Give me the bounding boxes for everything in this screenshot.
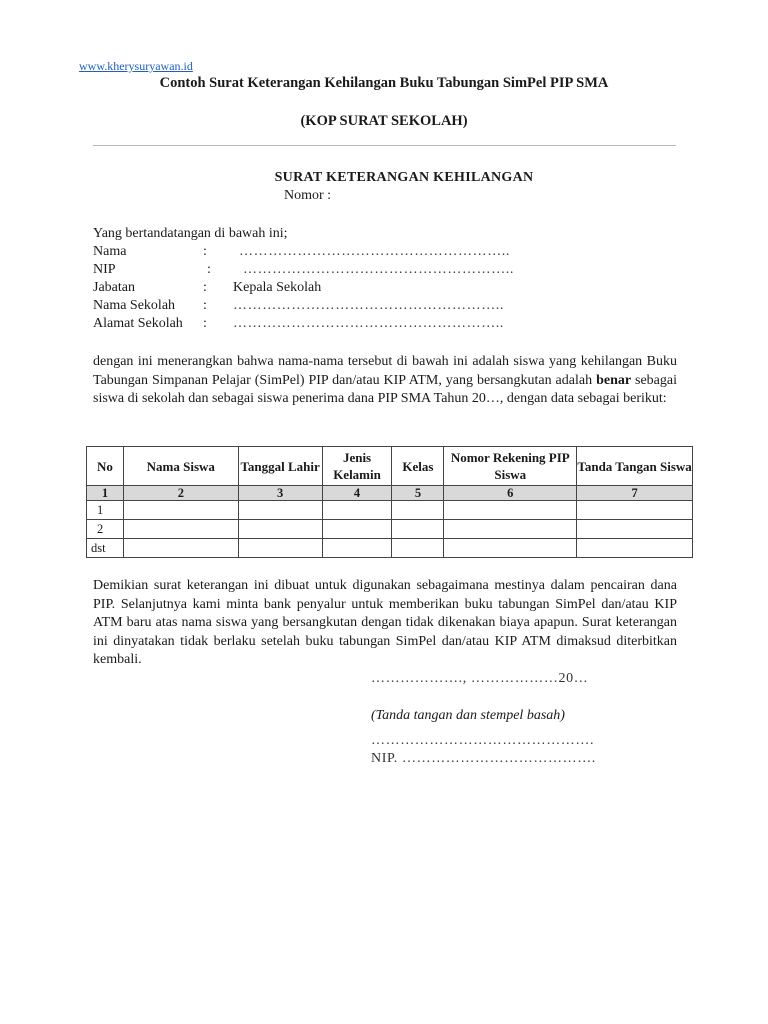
cell-tanggal-lahir bbox=[238, 539, 322, 558]
cell-kelas bbox=[392, 520, 444, 539]
field-label: NIP bbox=[93, 262, 116, 277]
header-no: No bbox=[87, 447, 124, 486]
statement-paragraph bbox=[93, 353, 677, 409]
header-nama-siswa: Nama Siswa bbox=[123, 447, 238, 486]
cell-nomor-rekening bbox=[444, 520, 577, 539]
document-title: Contoh Surat Keterangan Kehilangan Buku Tabungan SimPel PIP SMA bbox=[159, 75, 609, 91]
signature-name-line: ………………………………………. bbox=[371, 733, 595, 748]
cell-jenis-kelamin bbox=[322, 539, 392, 558]
website-link[interactable]: www.kherysuryawan.id bbox=[79, 59, 193, 73]
cell-kelas bbox=[392, 539, 444, 558]
field-colon: : bbox=[207, 262, 211, 277]
field-colon: : bbox=[203, 280, 207, 295]
field-colon: : bbox=[203, 316, 207, 331]
field-value: ……………………………………………….. bbox=[239, 244, 510, 259]
column-number: 6 bbox=[444, 486, 577, 501]
signature-nip-line: NIP. …………………………………. bbox=[371, 751, 596, 766]
closing-paragraph bbox=[93, 577, 677, 670]
cell-no: dst bbox=[87, 539, 124, 558]
column-number: 7 bbox=[577, 486, 693, 501]
cell-jenis-kelamin bbox=[322, 501, 392, 520]
field-value: ……………………………………………….. bbox=[233, 316, 504, 331]
table-column-number-row bbox=[87, 486, 693, 501]
cell-tanda-tangan bbox=[577, 539, 693, 558]
cell-tanda-tangan bbox=[577, 520, 693, 539]
table-header-row bbox=[87, 447, 693, 486]
header-tanda-tangan: Tanda Tangan Siswa bbox=[577, 447, 693, 486]
field-label: Nama bbox=[93, 244, 127, 259]
cell-nama-siswa bbox=[123, 520, 238, 539]
letter-number: Nomor : bbox=[284, 188, 332, 203]
cell-no: 2 bbox=[87, 520, 124, 539]
cell-nomor-rekening bbox=[444, 539, 577, 558]
table-row bbox=[87, 520, 693, 539]
field-label: Alamat Sekolah bbox=[93, 316, 183, 331]
cell-jenis-kelamin bbox=[322, 520, 392, 539]
table-row bbox=[87, 501, 693, 520]
letterhead-divider bbox=[93, 145, 676, 146]
letter-title: SURAT KETERANGAN KEHILANGAN bbox=[274, 170, 534, 185]
field-value: ……………………………………………….. bbox=[243, 262, 514, 277]
header-tanggal-lahir: Tanggal Lahir bbox=[238, 447, 322, 486]
column-number: 2 bbox=[123, 486, 238, 501]
statement-text-2: sebagai siswa di sekolah dan sebagai siswa penerima dana PIP SMA Tahun 20…, dengan data sebagai berikut: bbox=[93, 372, 678, 406]
cell-nama-siswa bbox=[123, 501, 238, 520]
field-label: Jabatan bbox=[93, 280, 135, 295]
student-table bbox=[86, 446, 693, 558]
statement-bold-word: benar bbox=[596, 372, 632, 388]
letterhead-placeholder: (KOP SURAT SEKOLAH) bbox=[300, 113, 468, 129]
cell-nomor-rekening bbox=[444, 501, 577, 520]
statement-text-1: dengan ini menerangkan bahwa nama-nama tersebut di bawah ini adalah siswa yang kehilangan Buku Tabungan Simpanan Pelajar (SimPel) PIP dan/atau KIP ATM, yang bersangkutan adalah bbox=[93, 354, 677, 388]
header-jenis-kelamin: Jenis Kelamin bbox=[322, 447, 392, 486]
signature-place-date: ………………., ………………20… bbox=[371, 671, 589, 686]
column-number: 1 bbox=[87, 486, 124, 501]
closing-text: Demikian surat keterangan ini dibuat untuk digunakan sebagaimana mestinya dalam pencairan dana PIP. Selanjutnya kami minta bank penyalur untuk memberikan buku tabungan SimPel dan/atau KIP ATM baru atas nama siswa yang bersangkutan dengan tidak dikenakan biaya apapun. Surat keterangan ini dinyatakan tidak berlaku setelah buku tabungan SimPel dan/atau KIP ATM dimaksud diterbitkan kembali. bbox=[93, 578, 677, 667]
cell-kelas bbox=[392, 501, 444, 520]
cell-no: 1 bbox=[87, 501, 124, 520]
cell-nama-siswa bbox=[123, 539, 238, 558]
column-number: 3 bbox=[238, 486, 322, 501]
header-nomor-rekening: Nomor Rekening PIP Siswa bbox=[444, 447, 577, 486]
column-number: 4 bbox=[322, 486, 392, 501]
column-number: 5 bbox=[392, 486, 444, 501]
field-label: Nama Sekolah bbox=[93, 298, 176, 313]
field-value: ……………………………………………….. bbox=[233, 298, 504, 313]
intro-text: Yang bertandatangan di bawah ini; bbox=[93, 226, 288, 241]
header-kelas: Kelas bbox=[392, 447, 444, 486]
signature-note: (Tanda tangan dan stempel basah) bbox=[371, 708, 565, 723]
cell-tanda-tangan bbox=[577, 501, 693, 520]
table-row bbox=[87, 539, 693, 558]
field-colon: : bbox=[203, 244, 207, 259]
cell-tanggal-lahir bbox=[238, 501, 322, 520]
cell-tanggal-lahir bbox=[238, 520, 322, 539]
field-value: Kepala Sekolah bbox=[233, 280, 322, 295]
field-colon: : bbox=[203, 298, 207, 313]
